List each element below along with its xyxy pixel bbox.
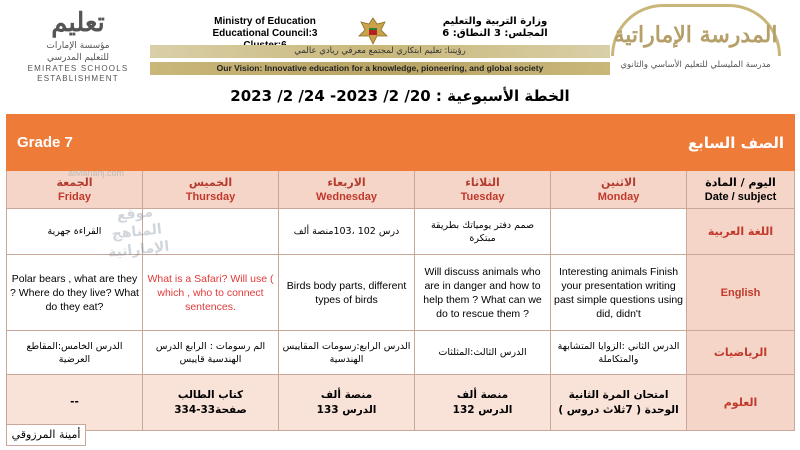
arabic-monday (551, 209, 687, 255)
logo-en-line2: ESTABLISHMENT (37, 74, 119, 83)
science-row (7, 375, 795, 431)
ministry-ar-line2: المجلس: 3 النطاق: 6 (442, 28, 548, 39)
school-logo-sub: مدرسة المليسلي للتعليم الأساسي والثانوي (620, 60, 771, 70)
grade-en: Grade 7 (7, 115, 415, 171)
math-thursday: الم رسومات : الرابع الدرس الهندسية قاييس (143, 331, 279, 375)
math-row (7, 331, 795, 375)
arabic-wednesday: درس 102 ،103منصة ألف (279, 209, 415, 255)
day-ar: الثلاثاء (465, 175, 500, 189)
day-en: Wednesday (316, 190, 377, 203)
logo-en-line1: EMIRATES SCHOOLS (27, 64, 129, 73)
taleem-logo-mark: تعليم (51, 8, 105, 38)
day-en: Monday (597, 190, 640, 203)
subject-english: English (687, 255, 795, 331)
day-en: Tuesday (460, 190, 505, 203)
subject-arabic: اللغة العربية (687, 209, 795, 255)
page-header (0, 0, 800, 82)
subject-math: الرياضيات (687, 331, 795, 375)
day-header-tuesday (415, 171, 551, 209)
day-header-monday (551, 171, 687, 209)
subject-head-en: Date / subject (704, 190, 777, 203)
day-en: Friday (57, 190, 91, 203)
day-ar: الخميس (188, 175, 233, 189)
science-wednesday (279, 375, 415, 431)
logo-ar-line2: للتعليم المدرسي (47, 53, 109, 63)
vision-en: Our Vision: Innovative education for a knowledge, pioneering, and global society (150, 62, 610, 75)
day-ar: الجمعة (56, 175, 93, 189)
logo-ar-line1: مؤسسة الإمارات (46, 41, 110, 51)
english-row (7, 255, 795, 331)
ministry-en-line2: Educational Council:3 (212, 28, 318, 39)
day-header-wednesday (279, 171, 415, 209)
ministry-ar-line1: وزارة التربية والتعليم (442, 16, 548, 27)
arabic-tuesday: صمم دفتر يومياتك بطريقة مبتكرة (415, 209, 551, 255)
ministry-ar (420, 16, 570, 40)
day-ar: الاربعاء (327, 175, 366, 189)
day-en: Thursday (185, 190, 236, 203)
ministry-en-line1: Ministry of Education (214, 16, 316, 27)
watermark-url: alManahj.com (68, 168, 125, 178)
weekly-plan-table (6, 114, 794, 450)
science-friday: -- (7, 375, 143, 431)
science-wednesday-line2: الدرس 133 (316, 403, 377, 416)
math-friday: الدرس الخامس:المقاطع العرضية (7, 331, 143, 375)
english-tuesday: Will discuss animals who are in danger and how to help them ? What can we do to rescue them ? (415, 255, 551, 331)
grade-row (7, 115, 795, 171)
emirati-school-logo (603, 4, 788, 80)
school-logo-name: المدرسة الإماراتية (613, 22, 778, 48)
english-monday: Interesting animals Finish your presentation writing past simple questions using did, didn't (551, 255, 687, 331)
math-monday: الدرس الثاني :الزوايا المتشابهة والمتكاملة (551, 331, 687, 375)
subject-head-ar: اليوم / المادة (705, 175, 776, 189)
arabic-friday: القراءة جهرية (7, 209, 143, 255)
science-monday-line2: الوحدة ( 7ثلاث دروس ) (558, 403, 679, 416)
science-thursday (143, 375, 279, 431)
days-header-row (7, 171, 795, 209)
ministry-banner (150, 16, 610, 76)
grade-ar: الصف السابع (415, 115, 795, 171)
science-wednesday-line1: منصة ألف (320, 388, 373, 401)
english-friday: Polar bears , what are they ? Where do they live? What do they eat? (7, 255, 143, 331)
math-tuesday: الدرس الثالث:المثلثات (415, 331, 551, 375)
science-monday-line1: امتحان المرة الثانية (568, 388, 669, 401)
science-tuesday-line1: منصة ألف (456, 388, 509, 401)
english-wednesday: Birds body parts, different types of birds (279, 255, 415, 331)
subject-science: العلوم (687, 375, 795, 431)
science-tuesday (415, 375, 551, 431)
science-thursday-line1: كتاب الطالب (177, 388, 244, 401)
teacher-name: أمينة المرزوقي (6, 424, 86, 446)
emirates-schools-logo (18, 6, 138, 83)
science-monday (551, 375, 687, 431)
science-thursday-line2: صفحة33-334 (174, 403, 247, 416)
weekly-plan-title: الخطة الأسبوعية : 20/ 2/ 2023- 24/ 2/ 2023 (230, 87, 570, 105)
uae-emblem-icon (355, 16, 391, 46)
vision-ar: رؤيتنا: تعليم ابتكاري لمجتمع معرفي ريادي عالمي (150, 45, 610, 58)
subject-header (687, 171, 795, 209)
science-tuesday-line2: الدرس 132 (452, 403, 513, 416)
day-ar: الاثنين (601, 175, 637, 189)
watermark-logo: موقع المناهج الإماراتية (107, 204, 171, 262)
english-thursday: What is a Safari? Will use ( which , who to connect sentences. (143, 255, 279, 331)
math-wednesday: الدرس الرابع:رسومات المقاييس الهندسية (279, 331, 415, 375)
